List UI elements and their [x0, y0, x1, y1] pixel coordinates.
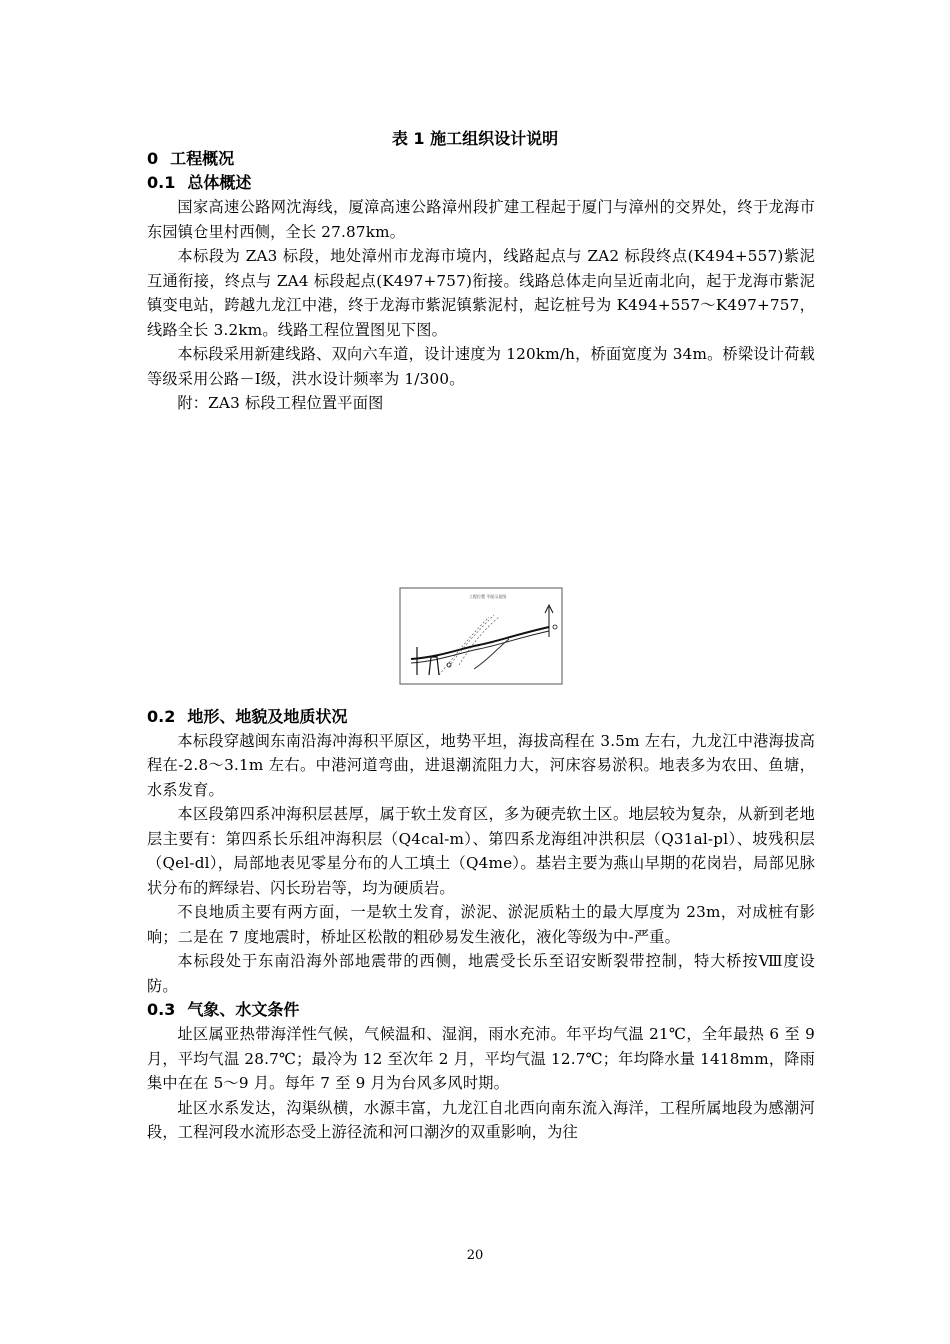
section-title: 气象、水文条件 — [187, 1000, 300, 1019]
paragraph: 国家高速公路网沈海线，厦漳高速公路漳州段扩建工程起于厦门与漳州的交界处，终于龙海市东园镇仓里村西侧，全长 27.87km。 — [147, 198, 815, 241]
section-heading-0-1 — [147, 171, 815, 195]
section-number: 0.3 — [147, 1000, 176, 1019]
paragraph: 址区属亚热带海洋性气候，气候温和、湿润，雨水充沛。年平均气温 21℃，全年最热 6 至 9 月，平均气温 28.7℃；最冷为 12 至次年 2 月，平均气温 12.7℃；年均降水量 1418mm，降雨集中在在 5～9 月。每年 7 至 9 月为台风多风时期。 — [147, 1025, 815, 1092]
blank-space — [147, 416, 815, 587]
document-title: 表 1 施工组织设计说明 — [391, 129, 559, 148]
document-body — [147, 147, 815, 1145]
section-title: 地形、地貌及地质状况 — [187, 706, 348, 726]
paragraph: 本区段第四系冲海积层甚厚，属于软土发育区，多为硬壳软土区。地层较为复杂，从新到老地层主要有：第四系长乐组冲海积层（Q4cal-m）、第四系龙海组冲洪积层（Q31al-pl）、坡残积层（Qel-dl），局部地表见零星分布的人工填土（Q4me）。基岩主要为燕山早期的花岗岩，局部见脉状分布的辉绿岩、闪长玢岩等，均为硬质岩。 — [147, 805, 815, 897]
section-number: 0 — [147, 149, 159, 168]
map-caption: 工程位置 平面示意图 — [469, 593, 507, 599]
location-map — [399, 587, 563, 685]
section-heading-0-2 — [147, 705, 815, 729]
section-number: 0.2 — [147, 706, 176, 726]
location-map-figure — [147, 587, 815, 687]
figure-reference: 附：ZA3 标段工程位置平面图 — [177, 394, 384, 412]
section-title: 总体概述 — [187, 173, 252, 192]
paragraph: 本标段采用新建线路、双向六车道，设计速度为 120km/h，桥面宽度为 34m。桥梁设计荷载等级采用公路－Ⅰ级，洪水设计频率为 1/300。 — [147, 345, 815, 388]
paragraph: 本标段处于东南沿海外部地震带的西侧，地震受长乐至诏安断裂带控制，特大桥按Ⅷ度设防。 — [147, 952, 815, 995]
paragraph: 址区水系发达，沟渠纵横，水源丰富，九龙江自北西向南东流入海洋，工程所属地段为感潮河段，工程河段水流形态受上游径流和河口潮汐的双重影响，为往 — [147, 1098, 815, 1141]
paragraph: 本标段穿越闽东南沿海冲海积平原区，地势平坦，海拔高程在 3.5m 左右，九龙江中港海拔高程在-2.8～3.1m 左右。中港河道弯曲，进退潮流阻力大，河床容易淤积。地表多为农田、鱼塘，水系发育。 — [147, 731, 815, 799]
paragraph: 本标段为 ZA3 标段，地处漳州市龙海市境内，线路起点与 ZA2 标段终点(K494+557)紫泥互通衔接，终点与 ZA4 标段起点(K497+757)衔接。线路总体走向呈近南北向，起于龙海市紫泥镇变电站，跨越九龙江中港，终于龙海市紫泥镇紫泥村，起讫桩号为 K494+557～K497+757，线路全长 3.2km。线路工程位置图见下图。 — [147, 247, 815, 339]
paragraph: 不良地质主要有两方面，一是软土发育，淤泥、淤泥质粘土的最大厚度为 23m，对成桩有影响；二是在 7 度地震时，桥址区松散的粗砂易发生液化，液化等级为中-严重。 — [147, 903, 815, 946]
section-heading-0 — [147, 147, 815, 171]
section-heading-0-3 — [147, 998, 815, 1022]
page-number: 20 — [466, 1248, 484, 1263]
section-title: 工程概况 — [170, 149, 235, 168]
section-number: 0.1 — [147, 173, 176, 192]
